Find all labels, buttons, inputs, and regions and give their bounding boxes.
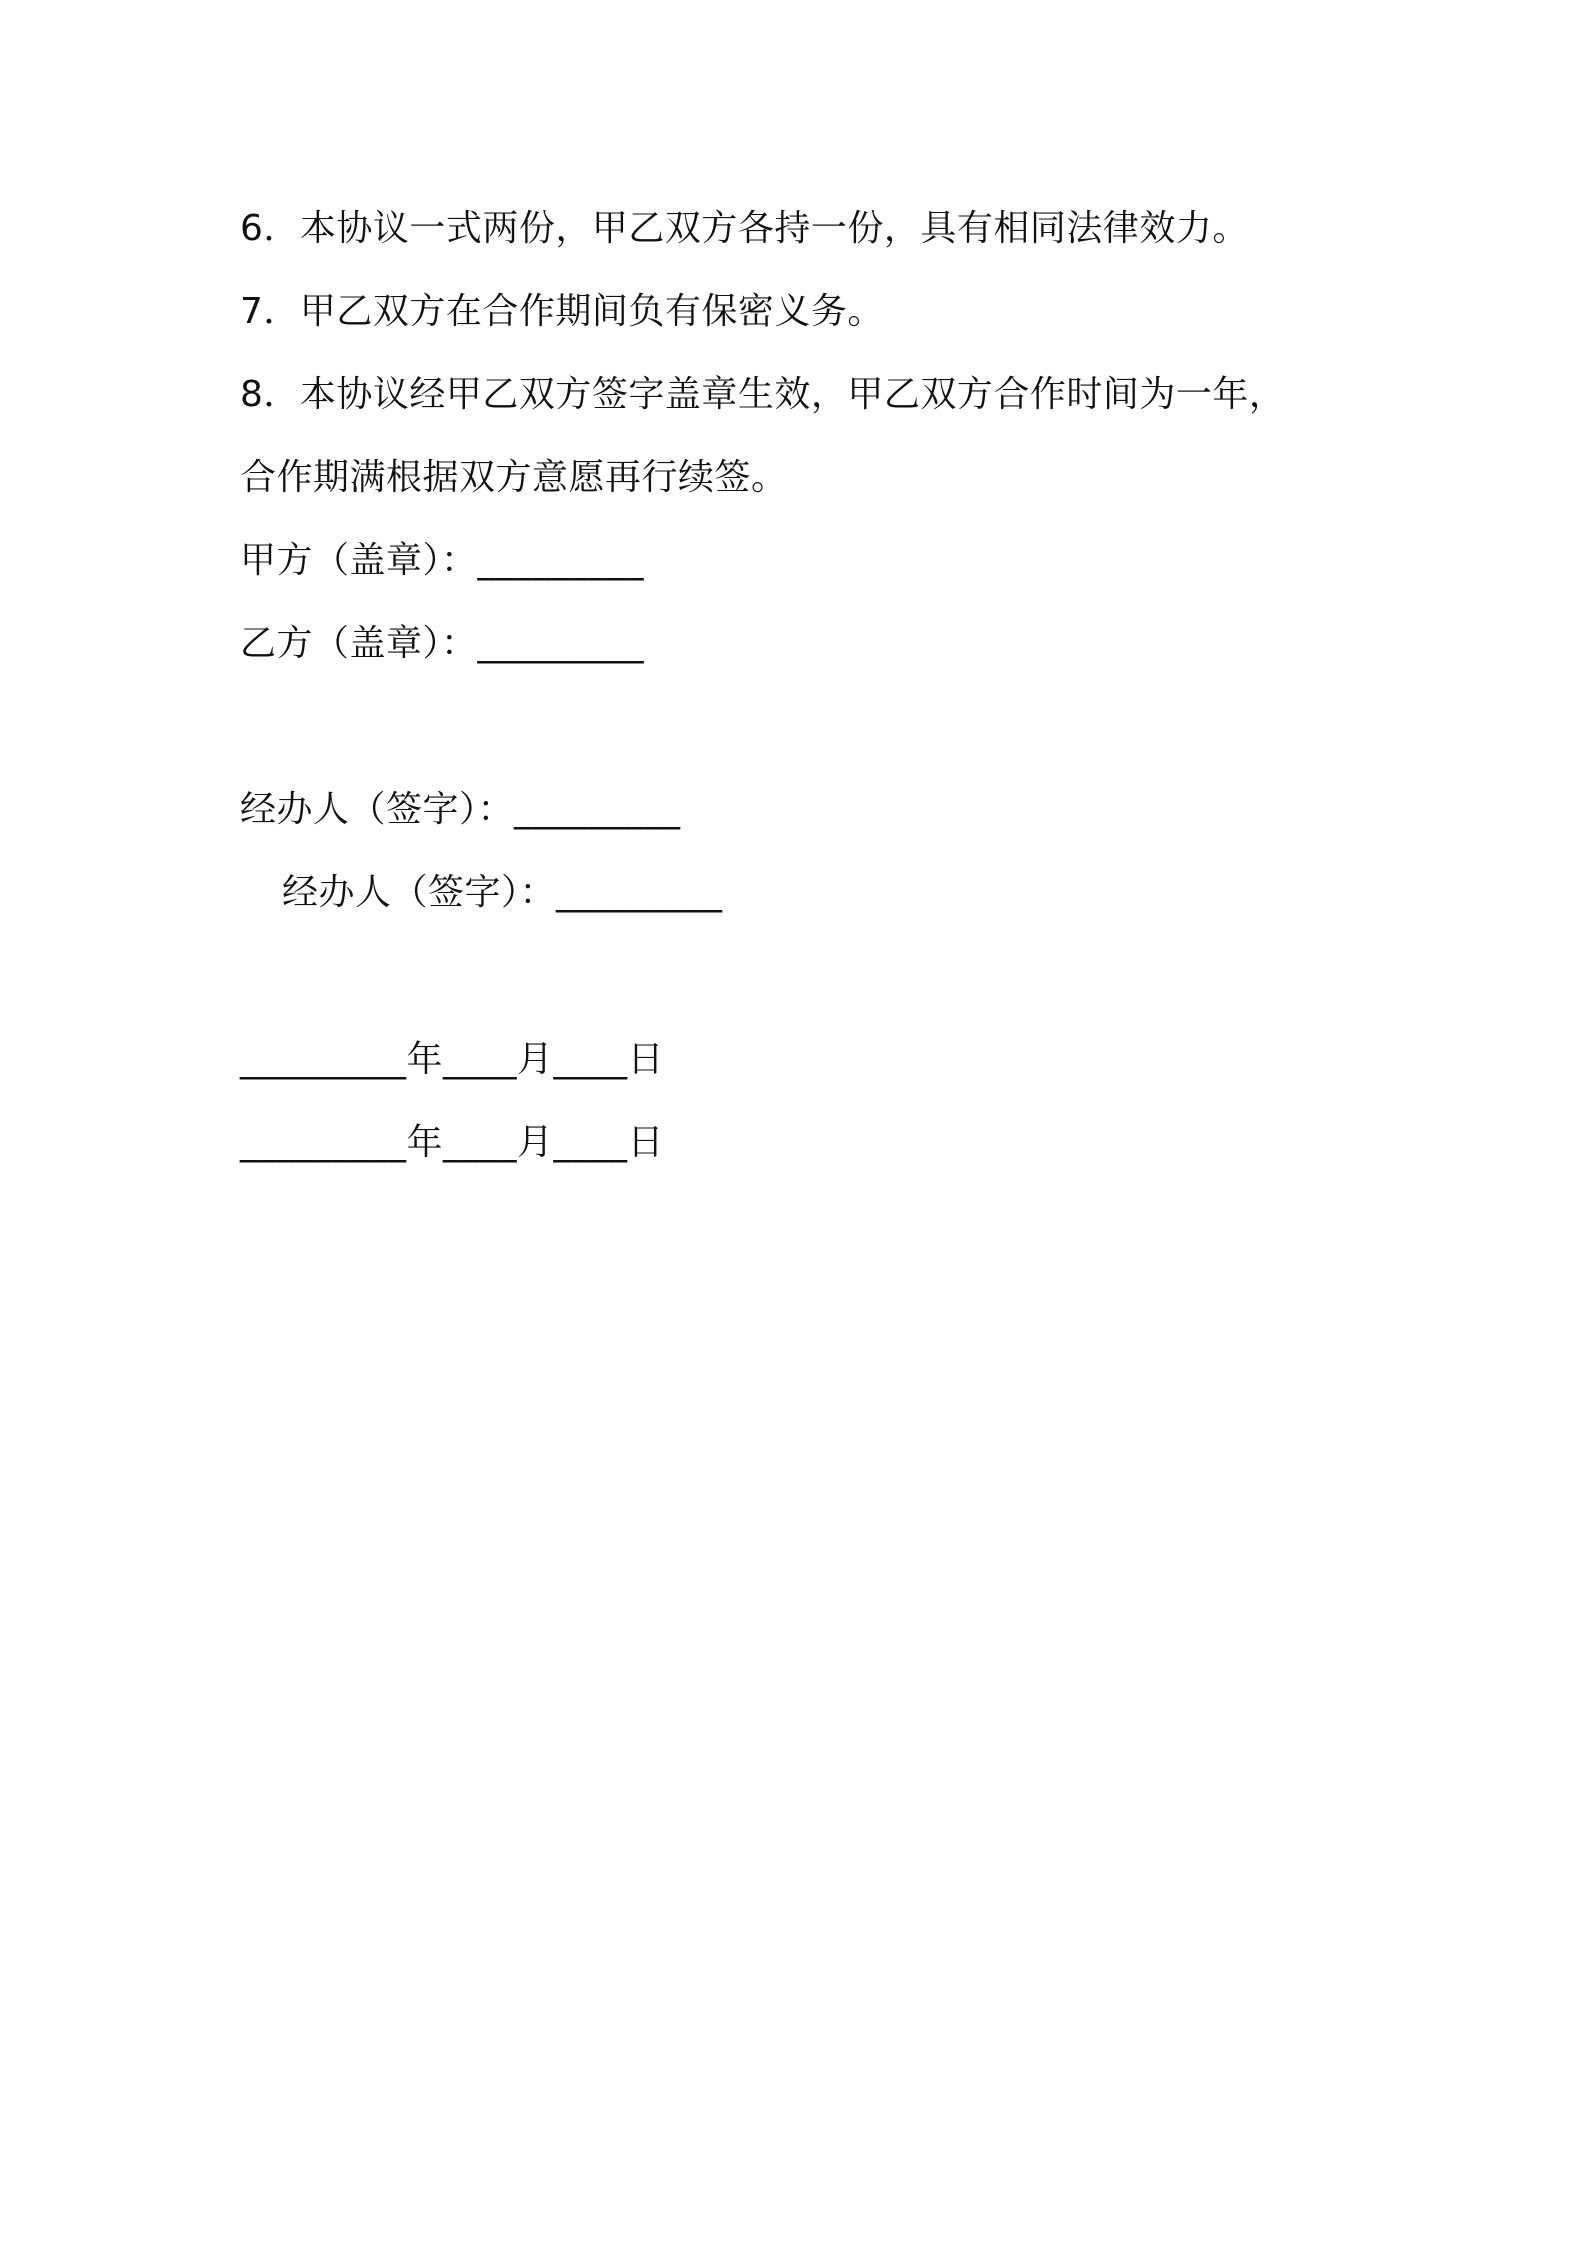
clause-8: 8．本协议经甲乙双方签字盖章生效，甲乙双方合作时间为一年， — [240, 374, 1286, 415]
agent-a-signature-line: 经办人（签字）：_________ — [240, 789, 681, 830]
party-b-seal-line: 乙方（盖章）：_________ — [240, 623, 645, 664]
date-line-b: _________年____月____日 — [240, 1122, 664, 1163]
clause-6: 6．本协议一式两份，甲乙双方各持一份，具有相同法律效力。 — [240, 208, 1249, 249]
clause-8-continued: 合作期满根据双方意愿再行续签。 — [240, 457, 788, 498]
clause-7: 7．甲乙双方在合作期间负有保密义务。 — [240, 291, 884, 332]
party-a-seal-line: 甲方（盖章）：_________ — [240, 540, 645, 581]
agent-b-signature-line: 经办人（签字）：_________ — [282, 872, 723, 913]
date-line-a: _________年____月____日 — [240, 1039, 664, 1080]
